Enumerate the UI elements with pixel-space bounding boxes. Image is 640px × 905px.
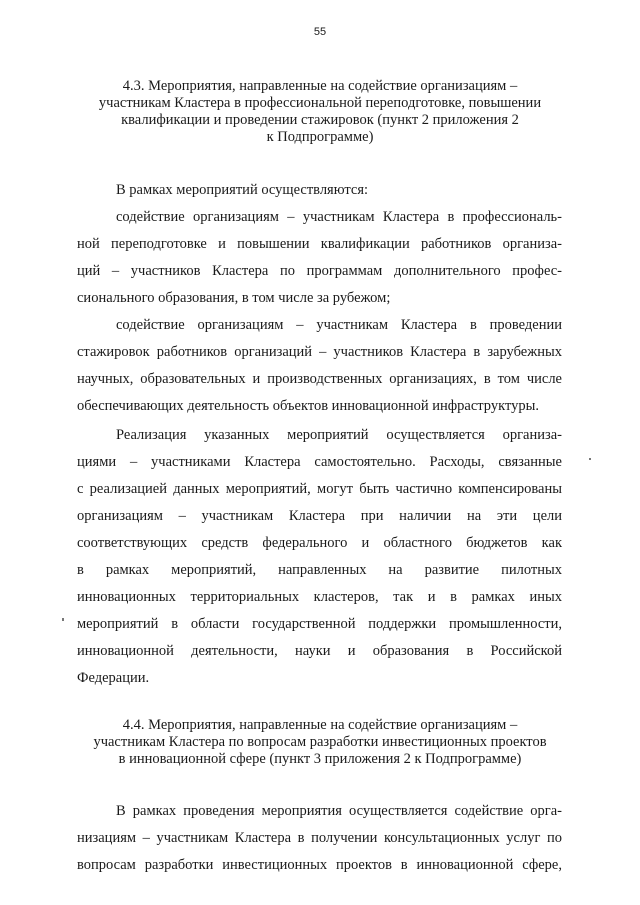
heading-line: 4.3. Мероприятия, направленные на содействие организациям – [122, 78, 518, 94]
scan-speck [589, 458, 591, 460]
para-line: В рамках проведения мероприятия осуществляется содействие орга- [116, 803, 562, 819]
para-line: Федерации. [77, 670, 150, 686]
heading-line: в инновационной сфере (пункт 3 приложения 2 к Подпрограмме) [118, 751, 522, 767]
page-number: 55 [313, 26, 327, 38]
heading-line: участникам Кластера по вопросам разработки инвестиционных проектов [93, 734, 547, 750]
para-line: организациям – участникам Кластера при наличии на эти цели [77, 508, 562, 524]
para-line: Реализация указанных мероприятий осуществляется организа- [116, 427, 562, 443]
heading-line: участникам Кластера в профессиональной переподготовке, повышении [98, 95, 542, 111]
heading-line: квалификации и проведении стажировок (пункт 2 приложения 2 [121, 112, 519, 128]
para-line: низациям – участникам Кластера в получении консультационных услуг по [77, 830, 562, 846]
item2-line: научных, образовательных и производственных организациях, в том числе [77, 371, 562, 387]
item1-line: сионального образования, в том числе за рубежом; [77, 290, 391, 306]
item1-line: ций – участников Кластера по программам дополнительного профес- [77, 263, 562, 279]
para-line: циями – участниками Кластера самостоятельно. Расходы, связанные [77, 454, 562, 470]
para-line: вопросам разработки инвестиционных проектов в инновационной сфере, [77, 857, 562, 873]
item1-line: содействие организациям – участникам Кластера в профессиональ- [116, 209, 562, 225]
intro-line: В рамках мероприятий осуществляются: [116, 182, 369, 198]
scan-speck [62, 618, 64, 621]
item2-line: содействие организациям – участникам Кластера в проведении [116, 317, 562, 333]
para-line: соответствующих средств федерального и областного бюджетов как [77, 535, 562, 551]
heading-line: 4.4. Мероприятия, направленные на содействие организациям – [122, 717, 518, 733]
section-4-3-heading [60, 78, 580, 146]
para-line: с реализацией данных мероприятий, могут быть частично компенсированы [77, 481, 562, 497]
para-line: инновационной деятельности, науки и образования в Российской [77, 643, 562, 659]
para-line: мероприятий в области государственной поддержки промышленности, [77, 616, 562, 632]
item2-line: стажировок работников организаций – участников Кластера в зарубежных [77, 344, 562, 360]
para-line: в рамках мероприятий, направленных на развитие пилотных [77, 562, 562, 578]
item2-line: обеспечивающих деятельность объектов инновационной инфраструктуры. [77, 398, 539, 414]
heading-line: к Подпрограмме) [266, 129, 374, 145]
para-line: инновационных территориальных кластеров, так и в рамках иных [77, 589, 562, 605]
section-4-4-heading [60, 717, 580, 768]
item1-line: ной переподготовке и повышении квалификации работников организа- [77, 236, 562, 252]
